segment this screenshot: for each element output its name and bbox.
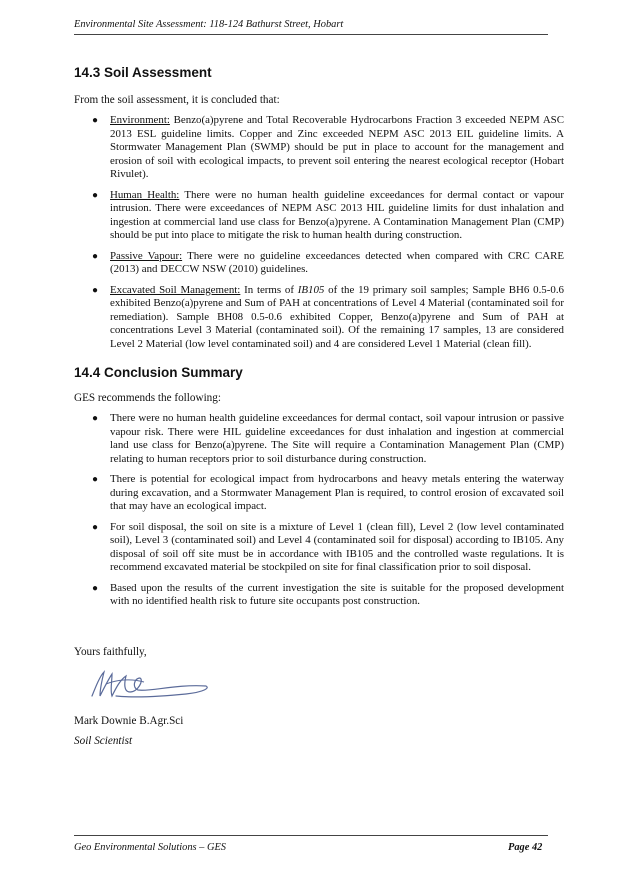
bullet-icon: ● <box>92 115 99 126</box>
conclusion-intro: GES recommends the following: <box>74 392 221 404</box>
item-reference: IB105 <box>297 283 325 296</box>
bullet-icon: ● <box>92 521 99 533</box>
signature-image <box>86 666 214 706</box>
item-text: Based upon the results of the current investigation the site is suitable for the proposed development with no identified health risk to future site occupants post construction. <box>110 581 564 607</box>
item-label: Human Health: <box>110 188 180 201</box>
item-text: Benzo(a)pyrene and Total Recoverable Hydrocarbons Fraction 3 exceeded NEPM ASC 2013 ESL guideline limits. Copper and Zinc exceeded NEPM ASC 2013 EIL guideline limits. A Stormwater Management Plan (SWMP) should be put in place to account for the management and erosion of soil with ecological impacts, to prevent soil entering the nearest ecological receptor (Hobart Rivulet). <box>110 114 564 180</box>
item-text: There were no guideline exceedances detected when compared with CRC CARE (2013) and DECCW NSW (2010) guidelines. <box>110 249 564 275</box>
item-text: of the 19 primary soil samples; Sample BH6 0.5-0.6 exhibited Benzo(a)pyrene and Sum of PAH at concentrations of Level 4 Material (contaminated soil for remediation). Sample BH08 0.5-0.6 exhibited Copper, Benzo(a)pyrene and Sum of PAH at concentrations Level 3 Material (contaminated soil). Of the remaining 17 samples, 13 are considered Level 2 Material (low level contaminated soil) and 4 are considered Level 1 Material (clean fill). <box>110 283 564 350</box>
bullet-icon: ● <box>92 582 99 594</box>
soil-assessment-list <box>74 114 564 358</box>
section-heading-conclusion-summary: 14.4 Conclusion Summary <box>74 365 243 380</box>
footer-company: Geo Environmental Solutions – GES <box>74 842 226 853</box>
list-item <box>74 189 564 243</box>
list-item <box>74 284 564 352</box>
bullet-icon: ● <box>92 413 99 424</box>
soil-assessment-intro: From the soil assessment, it is concluded that: <box>74 94 280 106</box>
header-divider <box>74 34 548 35</box>
page-header: Environmental Site Assessment: 118-124 Bathurst Street, Hobart <box>74 19 344 30</box>
item-label: Excavated Soil Management: <box>110 283 241 296</box>
list-item <box>74 114 564 182</box>
signatory-role: Soil Scientist <box>74 735 133 747</box>
bullet-icon: ● <box>92 189 99 201</box>
item-text: In terms of <box>240 283 298 296</box>
bullet-icon: ● <box>92 474 99 485</box>
item-label: Passive Vapour: <box>110 249 183 262</box>
item-text: There is potential for ecological impact from hydrocarbons and heavy metals entering the waterway during excavation, and a Stormwater Management Plan is required, to control erosion of excavated soil that may have an ecological impact. <box>110 473 564 512</box>
list-item <box>74 521 564 575</box>
list-item <box>74 473 564 514</box>
item-text: There were no human health guideline exceedances for dermal contact or vapour intrusion. There were exceedances of NEPM ASC 2013 HIL guideline limits for dust inhalation and ingestion at commercial land use class for Benzo(a)pyrene. A Contamination Management Plan (CMP) should be put into place to mitigate the risk to human health during construction. <box>110 188 564 241</box>
list-item <box>74 250 564 277</box>
section-heading-soil-assessment: 14.3 Soil Assessment <box>74 65 212 80</box>
item-text: For soil disposal, the soil on site is a mixture of Level 1 (clean fill), Level 2 (low level contaminated soil), Level 3 (contaminated soil) and Level 4 (contaminated soil for disposal) according to IB105. Any disposal of soil off site must be in accordance with IB105 and the controlled waste regulations. It is recommend excavated material be stockpiled on site for final classification prior to soil disposal. <box>110 520 564 573</box>
footer-divider <box>74 835 548 836</box>
bullet-icon: ● <box>92 284 99 296</box>
bullet-icon: ● <box>92 250 99 262</box>
list-item <box>74 582 564 609</box>
list-item <box>74 412 564 466</box>
page-number: Page 42 <box>508 842 543 853</box>
item-text: There were no human health guideline exceedances for dermal contact, soil vapour intrusion or passive vapour risk. There were HIL guideline exceedances for dust inhalation and ingestion at commercial land use class for Benzo(a)pyrene. The Site will require a Contamination Management Plan (CMP) relating to human receptors prior to soil disturbance during construction. <box>110 412 564 465</box>
closing-salutation: Yours faithfully, <box>74 646 147 658</box>
conclusion-list <box>74 412 564 616</box>
signatory-name: Mark Downie B.Agr.Sci <box>74 715 184 727</box>
item-label: Environment: <box>110 114 170 126</box>
